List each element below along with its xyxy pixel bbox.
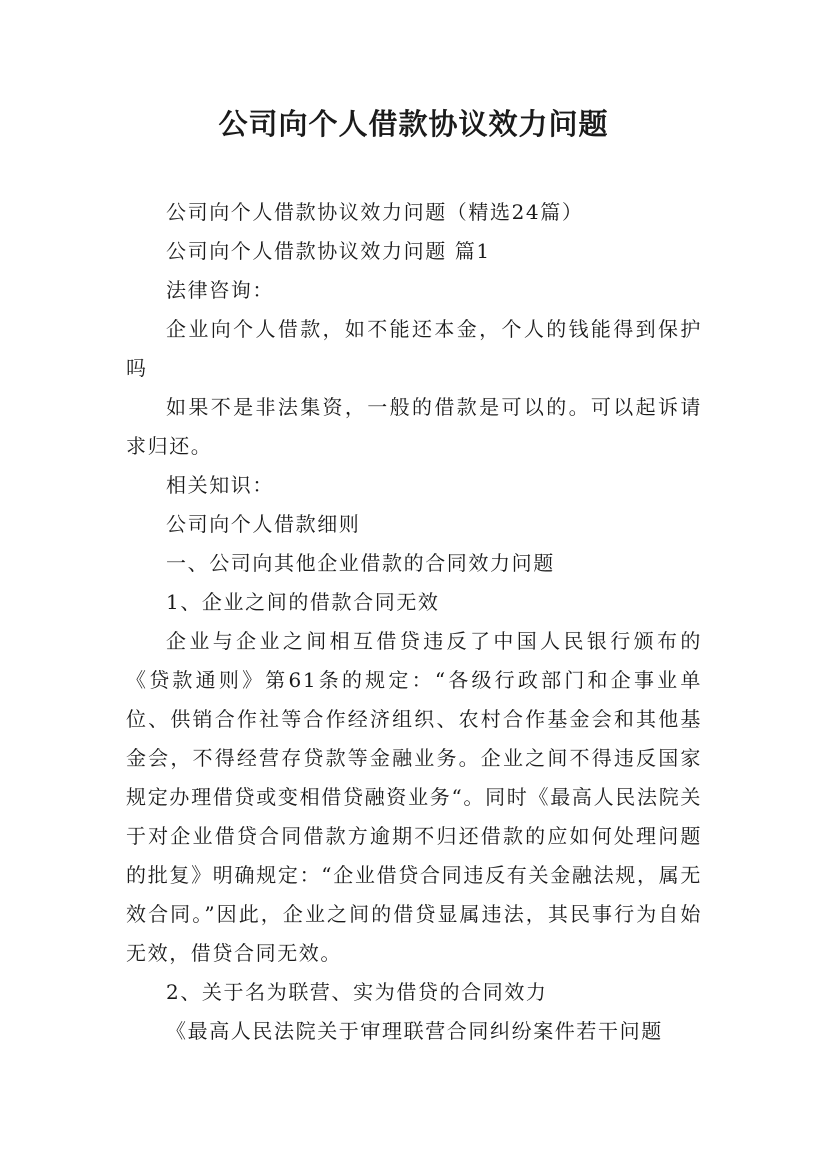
document-title: 公司向个人借款协议效力问题 — [218, 107, 609, 141]
paragraph-subsection-1-heading: 1、企业之间的借款合同无效 — [166, 590, 440, 614]
paragraph-subsection-1-body: 企业与企业之间相互借贷违反了中国人民银行颁布的《贷款通则》第61条的规定：“各级行政部门和企事业单位、供销合作社等合作经济组织、农村合作基金会和其他基金会，不得经营存贷款等金融业务。企业之间不得违反国家规定办理借贷或变相借贷融资业务“。同时《最高人民法院关于对企业借贷合同借款方逾期不归还借款的应如何处理问题的批复》明确规定：“企业借贷合同违反有关金融法规，属无效合同。”因此，企业之间的借贷显属违法，其民事行为自始无效，借贷合同无效。 — [126, 629, 702, 965]
paragraph-related-knowledge-label: 相关知识： — [166, 473, 274, 497]
document-body — [126, 193, 702, 1051]
paragraph-article-heading: 公司向个人借款协议效力问题 篇1 — [166, 239, 491, 263]
paragraph-answer: 如果不是非法集资，一般的借款是可以的。可以起诉请求归还。 — [126, 395, 702, 458]
paragraph-rules-heading: 公司向个人借款细则 — [166, 512, 361, 536]
paragraph-section-1-heading: 一、公司向其他企业借款的合同效力问题 — [166, 551, 555, 575]
paragraph-legal-consultation-label: 法律咨询： — [166, 278, 274, 302]
paragraph-subsection-2-heading: 2、关于名为联营、实为借贷的合同效力 — [166, 980, 548, 1004]
paragraph-question: 企业向个人借款，如不能还本金，个人的钱能得到保护吗 — [126, 317, 702, 380]
paragraph-subsection-2-body: 《最高人民法院关于审理联营合同纠纷案件若干问题 — [166, 1019, 663, 1043]
paragraph-collection-title: 公司向个人借款协议效力问题（精选24篇） — [166, 200, 584, 224]
